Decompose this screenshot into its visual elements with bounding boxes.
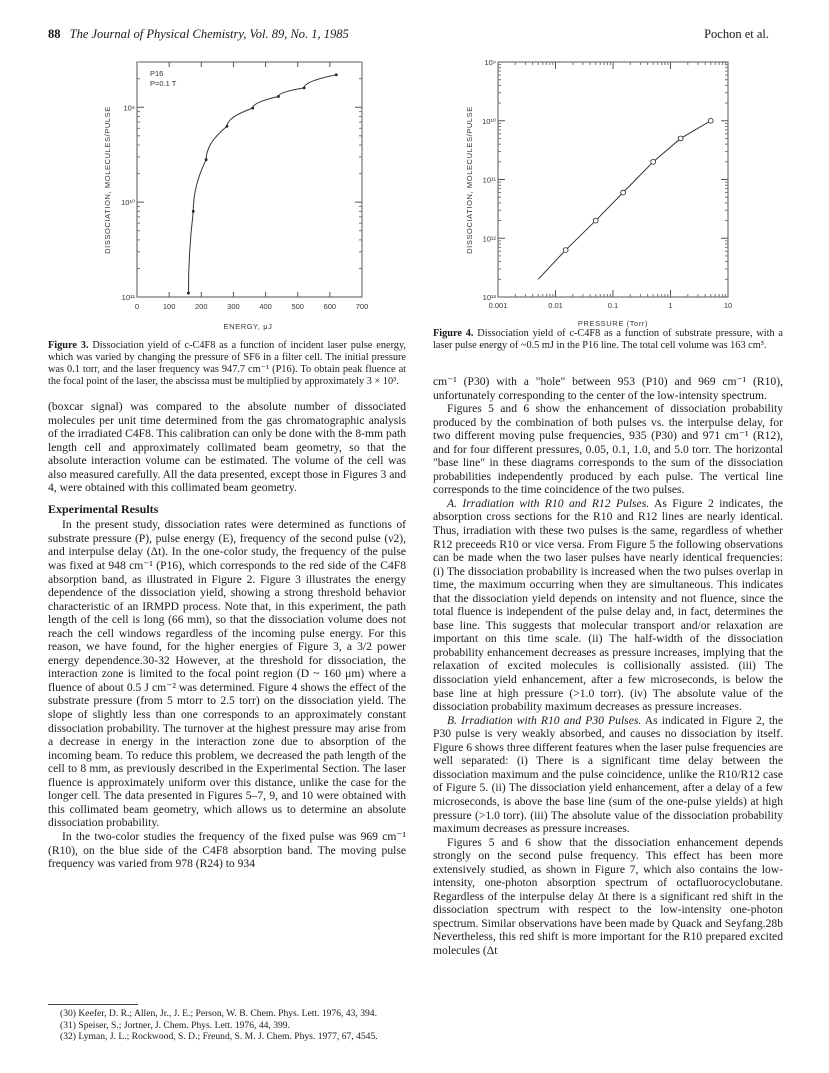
references (48, 1004, 406, 1043)
fig3-data-point (187, 292, 190, 295)
figure-4-chart (450, 52, 750, 337)
subsection-b-text: As indicated in Figure 2, the P30 pulse is very weakly absorbed, and causes no dissociation by itself. Figure 6 shows three different features when the laser pulse frequencies are well separated: (i) There is a significant time delay between the dissociation maximum and the pulse coincidence, unlike the R10/R12 case of Figure 5. (ii) The dissociation yield enhancement, after a delay of a few microseconds, is above the base line (sum of the one-pulse yields) at high pressure (>1.0 torr). (iii) The absolute value of the dissociation probability maximum decreases as pressure increases. (433, 713, 783, 836)
subsection-a-text: As Figure 2 indicates, the absorption cross sections for the R10 and R12 lines are nearly identical. Thus, irradiation with these two pulses is the same, regardless of whether R12 preceeds R10 or vice versa. From Figure 5 the following observations can be made when the two laser pulses have nearly identical frequencies: (i) The dissociation probability is increased when the two pulses overlap in time, the maximum occurring when they are simultaneous. This indicates that the dissociation yield depends on intensity and not fluence, since the total fluence is independent of the pulse delay and, in fact, determines the base line. This suggests that molecular transport and/or relaxation are important on this time scale. (ii) The half-width of the dissociation probability enhancement decreases as pressure increases, implying that the relaxation of excited molecules is collisionally assisted. (iii) The dissociation yield enhancement, after a few microseconds, is below the base line at high pressure (>1.0 torr). (iv) The absolute value of the dissociation probability maximum decreases as pressure increases. (433, 496, 783, 714)
fig4-ylabel: DISSOCIATION, MOLECULES/PULSE (465, 106, 474, 254)
fig4-data-point (563, 248, 568, 253)
fig3-data-point (251, 107, 254, 110)
fig3-xtick-label: 600 (323, 302, 337, 311)
fig3-series-line (188, 75, 336, 293)
fig4-xtick-label: 0.1 (607, 301, 619, 310)
fig3-xlabel: ENERGY, μJ (223, 322, 273, 331)
results-paragraph-2: In the two-color studies the frequency of the fixed pulse was 969 cm⁻¹ (R10), on the blue side of the C4F8 absorption band. The moving pulse frequency was varied from 978 (R24) to 934 (48, 829, 406, 871)
reference-32: (32) Lyman, J. L.; Rockwood, S. D.; Freund, S. M. J. Chem. Phys. 1977, 67, 4545. (60, 1031, 378, 1043)
fig4-xtick-label: 0.01 (548, 301, 563, 310)
figure-4-caption-label: Figure 4. (433, 328, 474, 339)
section-heading: Experimental Results (48, 501, 159, 516)
fig3-data-point (335, 73, 338, 76)
fig3-xtick-label: 0 (134, 302, 140, 311)
fig4-ytick-label: 10¹² (482, 234, 496, 244)
fig4-data-point (651, 159, 656, 164)
left-column (48, 400, 406, 871)
fig4-plot-frame (498, 62, 728, 297)
fig4-xtick-label: 10 (723, 301, 733, 310)
fig3-xtick-label: 500 (291, 302, 304, 311)
fig3-ytick-label: 10⁹ (123, 103, 135, 113)
fig4-ytick-label: 10⁹ (484, 58, 496, 67)
right-paragraph-1: Figures 5 and 6 show the enhancement of dissociation probability produced by the combination of both pulses vs. the interpulse delay, for two different moving pulse frequencies, 935 (P30) and 971 cm⁻¹ (R12), and for four different pressures, 0.05, 0.1, 1.0, and 5.0 torr. The horizontal "base line" in these diagrams corresponds to the sum of the dissociation probabilities independently produced by each pulse. The vertical line corresponds to the time coincidence of the two pulses. (433, 402, 783, 497)
fig4-series-line (538, 121, 711, 280)
left-intro-paragraph: (boxcar signal) was compared to the absolute number of dissociated molecules per unit time determined from the gas chromatographic analysis of the irradiated C4F8. This calibration can only be done with the 8-mm path length cell and approximately collimated beam geometry, so that the absolute interaction volume can be estimated. The volume of the cell was also measured carefully. All the data presented, except those in Figures 3 and 4, were obtained with this collimated beam geometry. (48, 400, 406, 495)
results-paragraph-1: In the present study, dissociation rates were determined as functions of substrate pressure (P), pulse energy (E), frequency of the second pulse (ν2), and interpulse delay (Δt). In the one-color study, the frequency of the pulse was fixed at 948 cm⁻¹ (P16), which corresponds to the red side of the C4F8 absorption band, as illustrated in Figure 2. Figure 3 illustrates the energy dependence of the dissociation yield, showing a strong threshold behavior characteristic of an IRMPD process. Note that, in this experiment, the path length of the cell is long (66 mm), so that the dissociation volume does not reach the cell windows regardless of the incoming pulse energy. For this reason, we have found, for the higher energies of Figure 3, a 3/2 power energy dependence.30-32 However, at the threshold for dissociation, the interaction zone is limited to the focal point region (D ~ 160 μm) where a fluence of about 0.5 J cm⁻² was determined. Figure 4 shows the effect of the substrate pressure (from 5 mtorr to 2.5 torr) on the dissociation yield. The slope of slightly less than one corresponds to an approximately constant dissociation probability. The turnover at the highest pressure may arise from a decrease in energy in the interaction zone due to absorption of the incoming beam. To reduce this problem, we decreased the path length of the cell to 8 mm, as previously described in the Experimental Section. The laser fluence is approximately uniform over this distance, unlike the case for the longer cell. The data presented in Figures 5–7, 9, and 10 were obtained with this collimated beam geometry, which allows us to determine an absolute dissociation probability. (48, 518, 406, 830)
reference-30: (30) Keefer, D. R.; Allen, Jr., J. E.; Person, W. B. Chem. Phys. Lett. 1976, 43, 394. (60, 1008, 377, 1019)
fig3-xtick-label: 200 (195, 302, 208, 311)
fig4-ytick-label: 10¹³ (482, 293, 496, 302)
fig3-xtick-label: 100 (162, 302, 176, 311)
fig4-data-point (593, 218, 598, 223)
fig4-data-point (678, 136, 683, 141)
subsection-b-paragraph (433, 714, 783, 836)
fig3-legend-line1: P16 (150, 69, 164, 78)
fig4-ytick-label: 10¹¹ (482, 175, 496, 185)
running-header (48, 27, 349, 42)
fig3-legend-line2: P=0.1 T (150, 79, 177, 88)
journal-title: The Journal of Physical Chemistry, Vol. 89, No. 1, 1985 (69, 27, 349, 41)
fig4-xlabel: PRESSURE (Torr) (577, 319, 649, 328)
figure-3-caption (48, 340, 406, 388)
fig4-data-point (708, 118, 713, 123)
subsection-b-title: B. Irradiation with R10 and P30 Pulses. (447, 713, 642, 727)
fig3-xtick-label: 400 (259, 302, 272, 311)
author-header: Pochon et al. (704, 27, 769, 41)
footnote-rule (48, 1004, 138, 1005)
fig3-data-point (277, 95, 280, 98)
fig3-data-point (226, 125, 229, 128)
fig3-data-point (192, 210, 195, 213)
fig3-data-point (205, 158, 208, 161)
figure-4-caption-text: Dissociation yield of c-C4F8 as a function of substrate pressure, with a laser pulse energy of ~0.5 mJ in the P16 line. The total cell volume was 163 cm³. (433, 328, 783, 351)
subsection-a-title: A. Irradiation with R10 and R12 Pulses. (447, 496, 650, 510)
page-number: 88 (48, 27, 61, 41)
reference-31: (31) Speiser, S.; Jortner, J. Chem. Phys. Lett. 1976, 44, 399. (60, 1019, 291, 1031)
fig4-xtick-label: 0.001 (488, 301, 508, 310)
fig3-xtick-label: 700 (355, 302, 369, 311)
fig3-ytick-label: 10¹¹ (121, 293, 135, 302)
fig3-plot-frame (137, 62, 362, 297)
fig4-ytick-label: 10¹⁰ (482, 116, 496, 126)
figure-3-caption-label: Figure 3. (48, 340, 89, 351)
figure-3-caption-text: Dissociation yield of c-C4F8 as a function of incident laser pulse energy, which was varied by changing the pressure of SF6 in a filter cell. The initial pressure was 0.1 torr, and the laser frequency was 947.7 cm⁻¹ (P16). To obtain peak fluence at the focal point of the laser, the abscissa must be multiplied by approximately 3 × 10³. (48, 340, 407, 387)
fig4-xtick-label: 1 (668, 301, 673, 310)
fig3-xtick-label: 300 (227, 302, 240, 311)
right-paragraph-0: cm⁻¹ (P30) with a "hole" between 953 (P10) and 969 cm⁻¹ (R10), unfortunately corresponding to the center of the low-intensity spectrum. (433, 375, 783, 402)
fig4-data-point (621, 190, 626, 195)
figure-3-chart (90, 52, 390, 337)
subsection-a-paragraph (433, 497, 783, 714)
right-column (433, 375, 783, 958)
right-paragraph-2: Figures 5 and 6 show that the dissociation enhancement depends strongly on the second pulse frequency. This effect has been more extensively studied, as shown in Figure 7, which also contains the low-intensity, one-photon absorption spectrum of octafluorocyclobutane. Regardless of the interpulse delay Δt there is a significant red shift in the dissociation spectrum with respect to the low-intensity one-photon spectrum. Similar observations have been made by Quack and Seyfang.28b Nevertheless, this red shift is more important for the R10 prepared excited molecules (Δt (433, 835, 783, 957)
fig3-data-point (303, 86, 306, 89)
fig3-ytick-label: 10¹⁰ (121, 198, 135, 208)
figure-4-caption (433, 328, 783, 352)
fig3-ylabel: DISSOCIATION, MOLECULES/PULSE (103, 106, 112, 254)
